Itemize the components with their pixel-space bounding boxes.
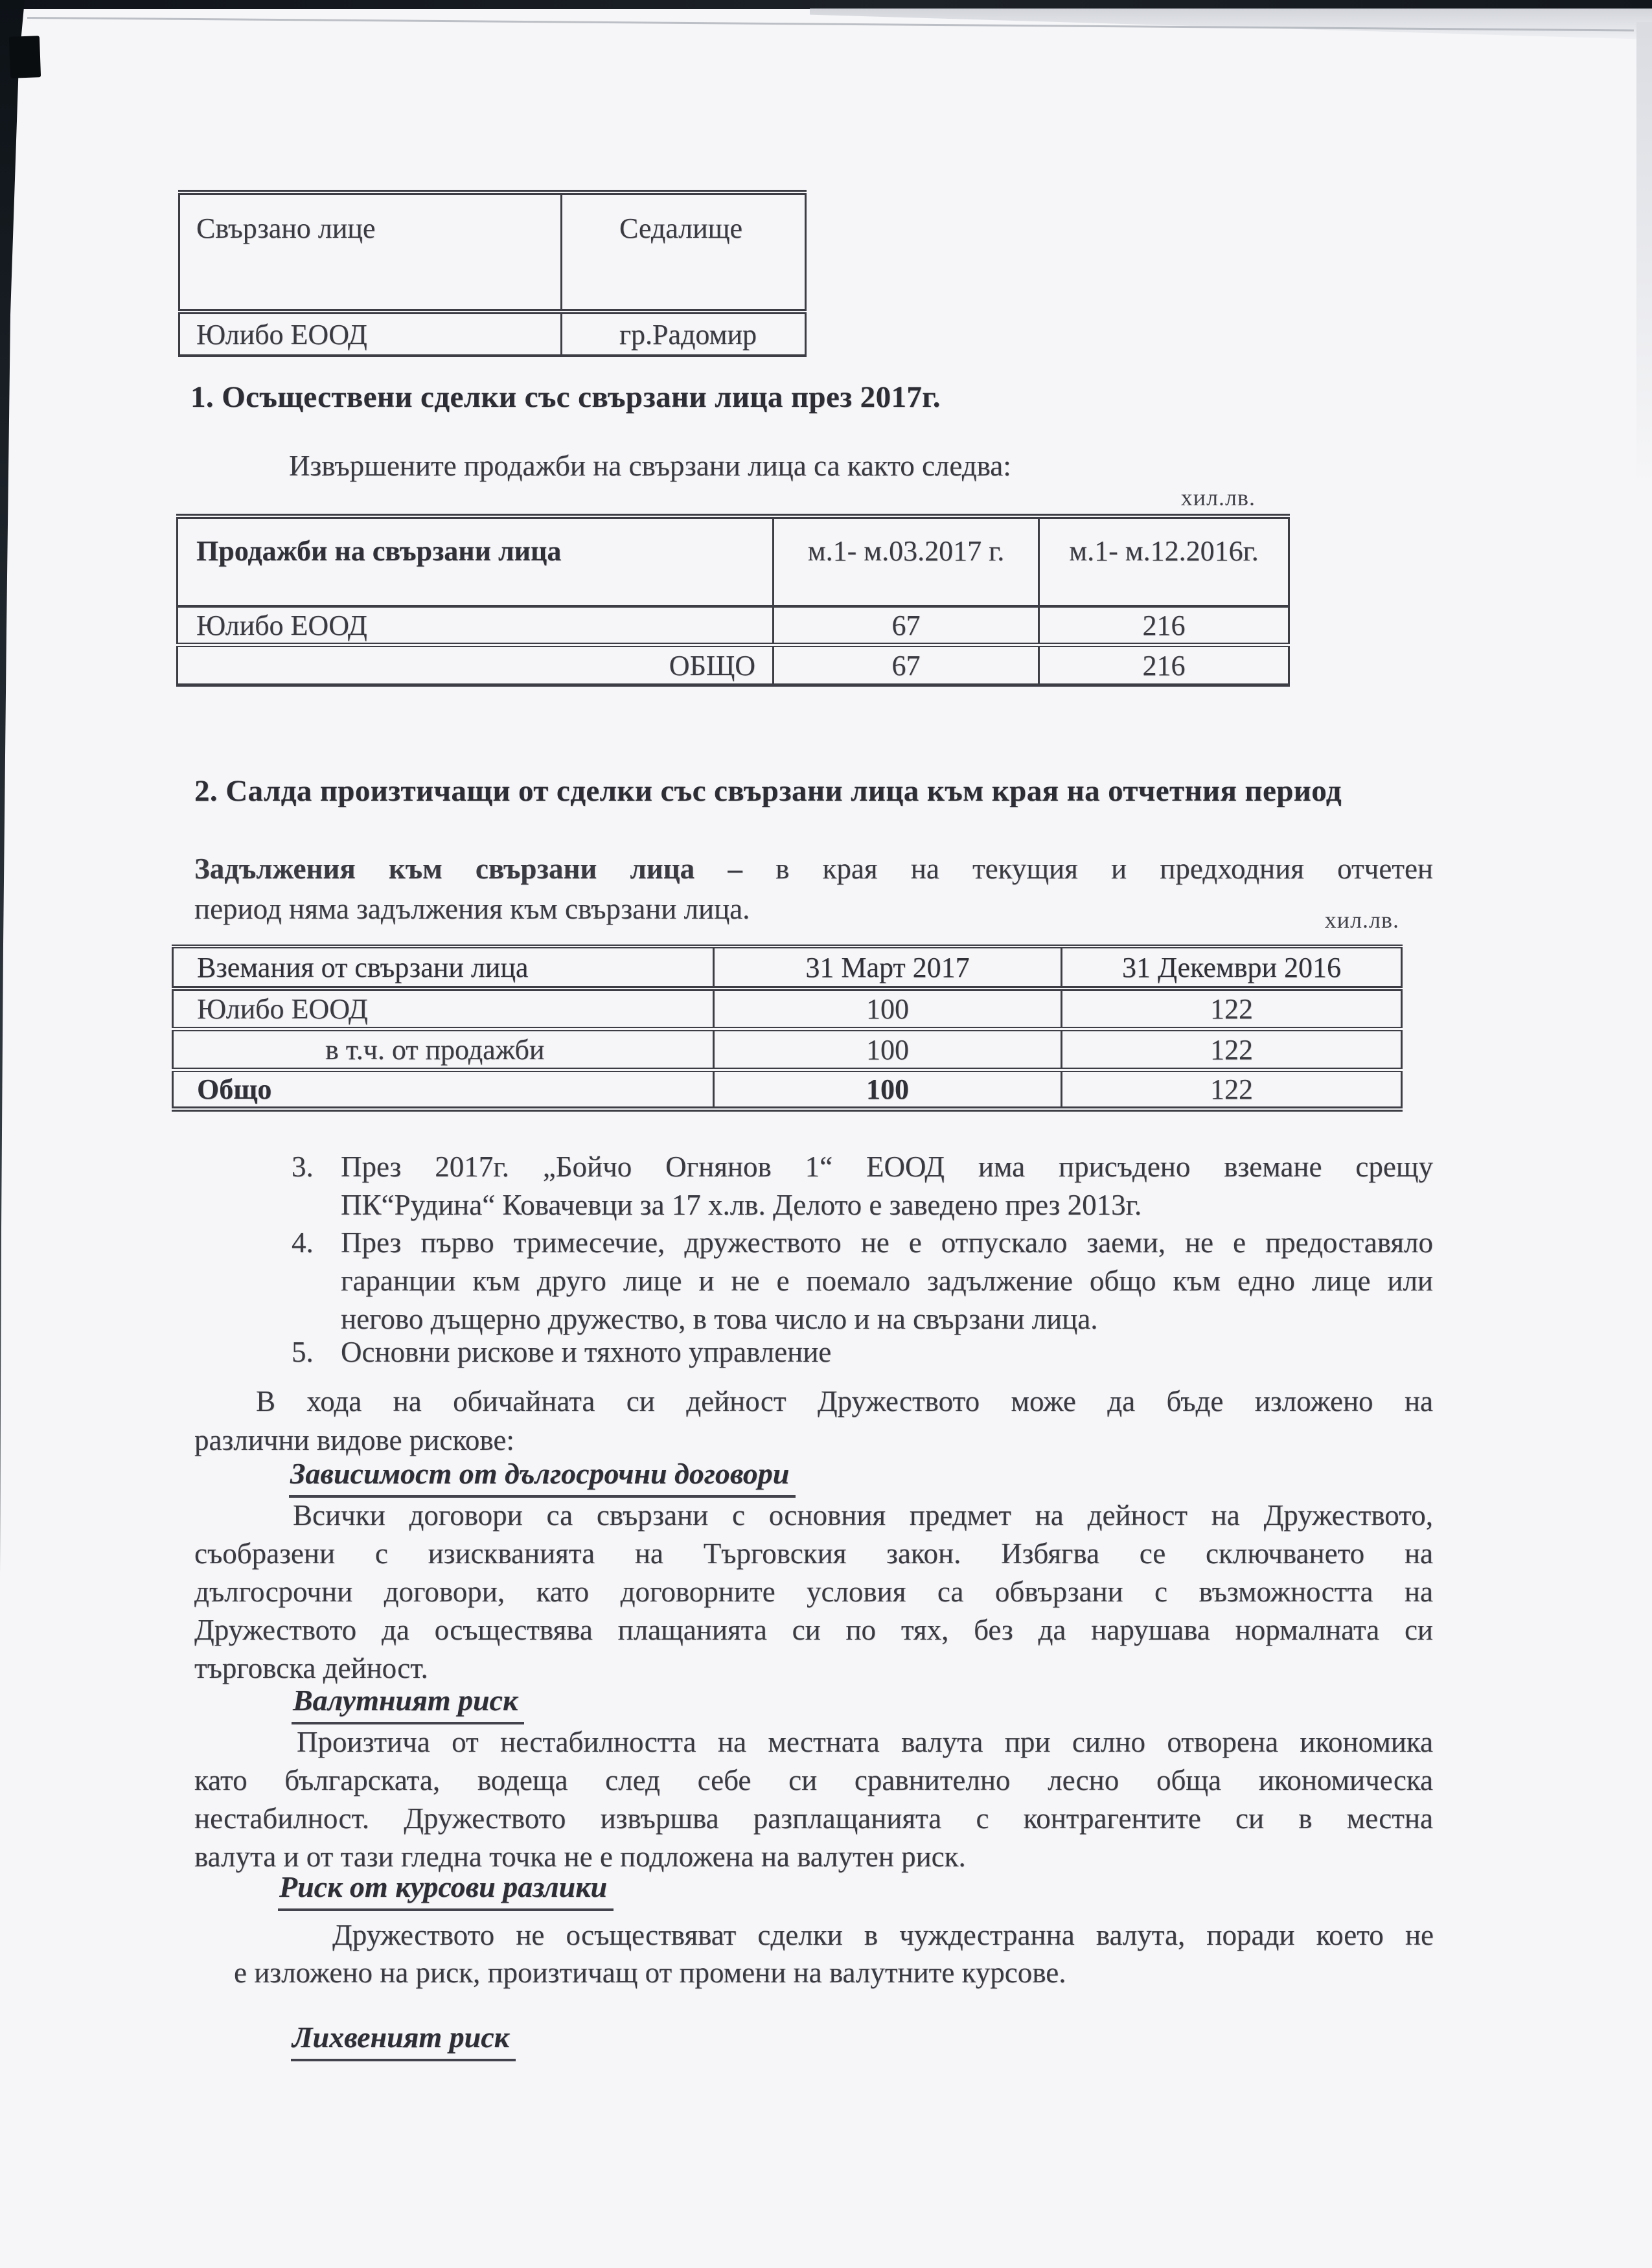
list-item-number: 5.	[292, 1336, 314, 1368]
paragraph-line: различни видове рискове:	[194, 1424, 514, 1456]
related-persons-table	[178, 190, 807, 357]
table-cell: 100	[714, 1070, 1062, 1110]
paragraph-line: Дружеството не осъществяват сделки в чуждестранна валута, поради което не	[332, 1919, 1434, 1951]
list-item-line: Основни рискове и тяхното управление	[341, 1336, 832, 1368]
receivables-from-related-persons-table	[172, 945, 1403, 1112]
table-cell: ОБЩО	[178, 645, 774, 685]
paragraph-line: валута и от тази гледна точка не е подложена на валутен риск.	[194, 1840, 966, 1873]
list-item-line: През първо тримесечие, дружеството не е отпускало заеми, не е предоставяло	[341, 1226, 1433, 1259]
unit-label-thousand-leva: хил.лв.	[1324, 907, 1399, 933]
list-item-line: негово дъщерно дружество, в това число и на свързани лица.	[341, 1303, 1098, 1335]
list-item-line: ПК“Рудина“ Ковачевци за 17 х.лв. Делото е заведено през 2013г.	[341, 1189, 1142, 1221]
risk-paragraph-currency-risk	[194, 1723, 1433, 1876]
table-cell: 100	[714, 1029, 1062, 1070]
column-header: Продажби на свързани лица	[178, 516, 774, 606]
table-cell: 122	[1062, 1029, 1402, 1070]
table-cell: 122	[1062, 989, 1402, 1029]
section-2-heading: 2. Салда произтичащи от сделки със свързани лица към края на отчетния период	[194, 774, 1342, 808]
paragraph-line: като българската, водеща след себе си сравнително лесно обща икономическа	[194, 1764, 1433, 1796]
column-header: м.1- м.12.2016г.	[1039, 516, 1289, 606]
risk-paragraph-long-term-contracts	[194, 1496, 1433, 1688]
table-cell: в т.ч. от продажби	[173, 1029, 714, 1070]
table-cell: 67	[774, 606, 1039, 645]
table-total-row	[173, 1070, 1402, 1110]
paper-right-edge-shade	[1636, 22, 1652, 488]
column-header: 31 Декември 2016	[1062, 946, 1402, 989]
scanner-left-edge	[0, 0, 27, 1574]
list-item-number: 3.	[292, 1151, 314, 1183]
table-row	[178, 606, 1289, 645]
paragraph-line: нестабилност. Дружеството извършва разплащанията с контрагентите си в местна	[194, 1802, 1433, 1835]
table-cell: Юлибо ЕООД	[179, 312, 562, 356]
column-header: Седалище	[562, 192, 806, 312]
table-header-row	[173, 946, 1402, 989]
table-cell: Юлибо ЕООД	[178, 606, 774, 645]
table-cell: 216	[1039, 606, 1289, 645]
column-header: Вземания от свързани лица	[173, 946, 714, 989]
section-1-intro: Извършените продажби на свързани лица са както следва:	[289, 450, 1011, 482]
column-header: Свързано лице	[179, 192, 562, 312]
table-total-row	[178, 645, 1289, 685]
paragraph-line: В хода на обичайната си дейност Дружеството може да бъде изложено на	[256, 1385, 1433, 1417]
column-header: м.1- м.03.2017 г.	[774, 516, 1039, 606]
list-item-line: През 2017г. „Бойчо Огнянов 1“ ЕООД има присъдено вземане срещу	[341, 1151, 1433, 1183]
section-2-paragraph	[194, 849, 1433, 929]
table-cell: Юлибо ЕООД	[173, 989, 714, 1029]
section-1-heading: 1. Осъществени сделки със свързани лица през 2017г.	[190, 380, 941, 414]
risk-heading-exchange-rate-differences: Риск от курсови разлики	[278, 1870, 614, 1911]
risk-paragraph-exchange-rate-differences	[234, 1916, 1434, 1991]
scanner-top-edge	[0, 0, 1652, 9]
risk-heading-interest-rate-risk: Лихвеният риск	[291, 2020, 516, 2061]
paragraph-line: съобразени с изискванията на Търговския закон. Избягва се сключването на	[194, 1537, 1433, 1570]
table-header-row	[179, 192, 806, 312]
sales-to-related-persons-table	[176, 514, 1290, 687]
table-cell: гр.Радомир	[562, 312, 806, 356]
paragraph-line: е изложено на риск, произтичащ от промени на валутните курсове.	[234, 1956, 1066, 1989]
paragraph-line: дългосрочни договори, като договорните условия са обвързани с възможността на	[194, 1575, 1433, 1608]
scan-ink-blot	[9, 36, 41, 78]
table-row	[173, 989, 1402, 1029]
unit-label-thousand-leva: хил.лв.	[1180, 485, 1256, 510]
table-cell: 216	[1039, 645, 1289, 685]
table-header-row	[178, 516, 1289, 606]
paragraph-line: Задължения към свързани лица – в края на текущия и предходния отчетен	[194, 853, 1434, 885]
paragraph-line: Произтича от нестабилността на местната валута при силно отворена икономика	[297, 1726, 1433, 1758]
column-header: 31 Март 2017	[714, 946, 1062, 989]
risk-heading-currency-risk: Валутният риск	[292, 1683, 524, 1724]
table-row	[179, 312, 806, 356]
risk-heading-long-term-contracts: Зависимост от дългосрочни договори	[289, 1456, 796, 1498]
list-item-3	[194, 1148, 1433, 1224]
paragraph-line: Всички договори са свързани с основния предмет на дейност на Дружеството,	[293, 1499, 1433, 1531]
table-cell: 122	[1062, 1070, 1402, 1110]
table-cell: 100	[714, 989, 1062, 1029]
paragraph-line: търговска дейност.	[194, 1652, 428, 1684]
bold-lead-text: Задължения към свързани лица –	[194, 853, 776, 885]
table-cell: Общо	[173, 1070, 714, 1110]
table-cell: 67	[774, 645, 1039, 685]
list-item-4	[194, 1224, 1433, 1338]
paragraph-line: период няма задължения към свързани лица.	[194, 893, 750, 925]
paragraph-line: Дружеството да осъществява плащанията си по тях, без да нарушава нормалната си	[194, 1614, 1433, 1646]
list-item-5	[194, 1333, 1433, 1371]
risks-intro-paragraph	[194, 1382, 1433, 1460]
table-row	[173, 1029, 1402, 1070]
list-item-line: гаранции към друго лице и не е поемало задължение общо към едно лице или	[341, 1265, 1433, 1297]
list-item-number: 4.	[292, 1226, 314, 1259]
